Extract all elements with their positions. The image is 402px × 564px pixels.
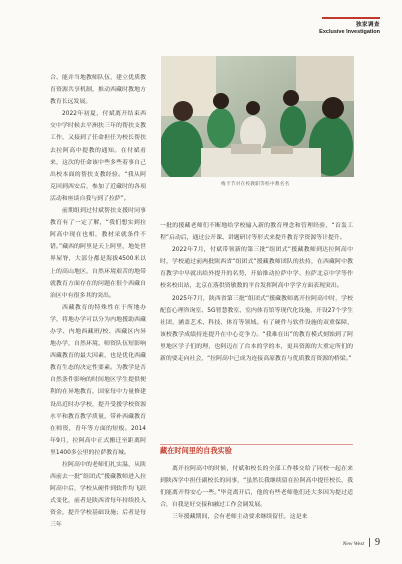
section-header — [319, 20, 380, 35]
right-column — [160, 220, 353, 365]
section-heading: 藏在时间里的自我实验 — [160, 446, 232, 455]
photo-caption: 梅卡节对在校教职等校中教名名 — [221, 182, 290, 187]
photo-illustration — [161, 56, 354, 177]
section-title-cn: 独家调查 — [355, 22, 380, 28]
header-rule — [322, 17, 380, 19]
section-rule — [160, 444, 353, 445]
page-number: 9 — [375, 537, 380, 548]
left-paragraph-2: 2022年初夏，付斌离开结束西交中学时候去平洲扶三年的帮扶支教工作，又接到了任命担任为校长帮扶去拉阿高中提教的通知。在付斌看来，这次的任命该中些多些着事自己出校本面的帮扶支教经验。“我从阿克回到西安后，参加了近藏时的各项活动和座谈自我与到了拉萨”。 — [50, 111, 146, 202]
right-paragraph-5: 三年援藏期间，会有老师主动要求继续留任，这是来 — [172, 514, 308, 521]
section-title-en: Exclusive Investigation — [319, 29, 380, 35]
page-footer — [343, 537, 380, 548]
left-column — [50, 72, 146, 532]
left-paragraph-5: 拉阿高中的老师们扎实温，从陕西前去一批“组团式”援藏教师进入拉阿高中后，学校从硬件到软件均飞跃式变化，前者是陕西省每年持续投入资金，提升学校基础设施；后者是每三年 — [50, 462, 146, 529]
right-paragraph-4: 离开拉阿高中的时候，付斌和校长的全部工作移交给了同校一起在来到陕西学中担任副校长的同事，“虽然长我继续留在拉阿高中提任校长，我们能离开得安心一些。”毕竟离开后，他的有些老师他们还大多因为提过适合，自我是好交接和融过工作会调发展。 — [160, 466, 353, 509]
magazine-name: New West — [342, 541, 364, 547]
left-paragraph-1: 合、能并当地教师队伍，建立优质教育资源共享机制，推动西藏时教地方教育长远发展。 — [50, 75, 146, 106]
left-paragraph-4: 西藏教育的特殊性在于所地办学，将地办学可以分为内地援助西藏办学、内地西藏班/校、西藏区内异地办学，自然环境、师资队伍短影响西藏教育的最大因素，也是优化西藏教育生态的决定性要素。为教学是否自然条件影响的时间地区学生提供便利的在异地教育，国家每中力量修建设出近时办学校，提升受援学校资源水平和教育教学质量，带补西藏教育在师资，青年等方面的短板。2014年9月，拉阿高中正式搬迁至距离阿里1400多公里的拉萨教育城。 — [50, 304, 146, 456]
right-paragraph-3: 2025年7月，陕西省第三批“组团式”援藏教师离开拉阿高中时，学校配套心理咨询室、5G智慧教室、室内体育馆等现代化设施，开设27个学生社团，涵盖艺术、科技、体育等领域。有了硬件与软件设施的双重保障，该校教学成绩持连提升在中心竞争力。“我难在出”的教育模式刻蚀到了阿里地区学子们的理，也阿迈在了台本的学的本，更具资源的大重定所们的新的要走向社会，“拉阿高中已成为连接高原教育与优质教育资源的桥梁。” — [160, 295, 353, 363]
right-paragraph-1: 一批的援藏老师们不断地给学校输入新的教育理念和管理经验，“首轰工程”启动后，通过公开课、讲题研讨等形式来提升教育学资源等计提升。 — [160, 223, 353, 242]
right-paragraph-2: 2022年7月，付斌带领新的第三批“组团式”援藏教师到达拉阿高中时，学校通过前两批陕西省“组团式”援藏教师团队的扶持，在西藏阿中教育教学中早就出给外提升的名势，开始推动拉萨中学、拉萨北京中学等作校名校出站，北京在落供资敏数的平台发挥阿高中学学方面表现突出。 — [160, 247, 353, 290]
footer-separator — [369, 538, 370, 547]
classroom-photo — [161, 56, 354, 177]
left-paragraph-3: 前期组到过付斌帮扶支援时同事教育有了一定了解，“我们想实到拉阿高中现在也相，教材采就条件不错。”藏西的阿里是天上阿里，地处世界屋脊，大部分都是海拔4500米以上的高山地区，自然环境艰苦的地带就教育方面存在的问题在很个西藏自治区中有很多其的突出。 — [50, 208, 146, 299]
right-column-lower — [160, 463, 353, 523]
